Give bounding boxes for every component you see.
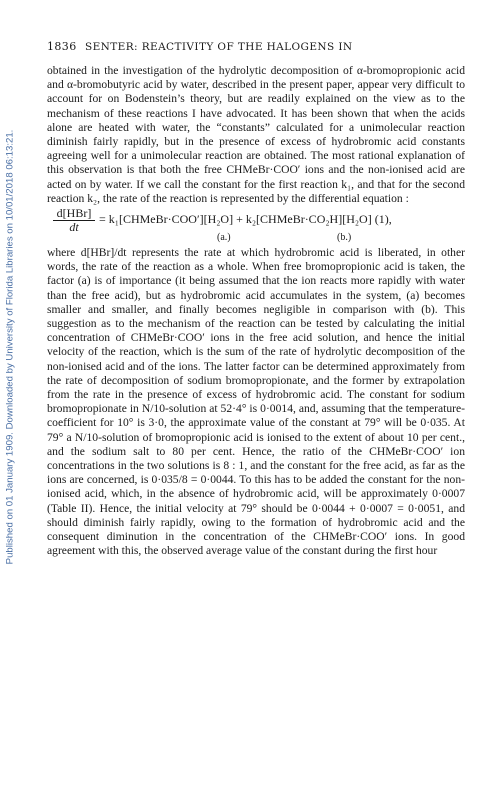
page-number: 1836 xyxy=(47,40,77,53)
running-header xyxy=(47,40,465,54)
equation-denominator: dt xyxy=(69,220,79,235)
download-watermark-text: Published on 01 January 1909. Downloaded by University of Florida Libraries on 10/01/2018 06:13:21. xyxy=(4,129,16,565)
journal-page xyxy=(47,40,465,559)
equation-label-b: (b.) xyxy=(337,232,352,244)
rate-equation xyxy=(47,206,465,246)
paragraph-2: where d[HBr]/dt represents the rate at which hydrobromic acid is liberated, in other words, the rate of the reaction as a whole. When free bromopropionic acid is taken, the factor (a) is of importance (it being assumed that the ion reacts more rapidly with water than the free acid), but as hydrobromic acid accumulates in the system, (a) becomes smaller and smaller, and finally becomes negligible in comparison with (b). This suggestion as to the mechanism of the reaction can be tested by calculating the initial concentration of CHMeBr·COO′ ions in the free acid solution, and hence the initial velocity of the reaction, which is the sum of the rate of hydrolytic decomposition of the non-ionised acid and of the ions. The latter factor can be determined approximately from the rate of decomposition of sodium bromopropionate, and the former by extrapolation from the rate in the presence of excess of hydrobromic acid. The constant for sodium bromopropionate in N/10-solution at 52·4° is 0·0014, and, assuming that the temperature-coefficient for 10° is 3·0, the approximate value of the constant at 79° will be 0·035. At 79° a N/10-solution of bromopropionic acid is ionised to the extent of about 10 per cent., and the sodium salt to 80 per cent. Hence, the ratio of the CHMeBr·COO′ ion concentrations in the two solutions is 8 : 1, and the constant for the free acid, as far as the ions are concerned, is 0·035/8 = 0·0044. To this has to be added the constant for the non-ionised acid, which, in the absence of hydrobromic acid, will be approximately 0·0007 (Table II). Hence, the initial velocity at 79° should be 0·0044 + 0·0007 = 0·0051, and should diminish fairly rapidly, owing to the formation of hydrobromic acid and the consequent diminution in the concentration of the CHMeBr·COO′ ions. In good agreement with this, the observed average value of the constant during the first hour xyxy=(47,246,465,558)
equation-label-a: (a.) xyxy=(217,232,231,244)
paragraph-1: obtained in the investigation of the hydrolytic decomposition of α-bromopropionic acid and α-bromobutyric acid by water, described in the present paper, appear very difficult to account for on Bodenstein’s theory, but are readily explained on the view as to the mechanism of these reactions I have advocated. It has been shown that when the acids alone are heated with water, the “constants” calculated for a unimolecular reaction diminish fairly rapidly, but in the presence of excess of hydrobromic acid constants agreeing well for a unimolecular reaction are obtained. The most rational explanation of this observation is that both the free CHMeBr·COO′ ions and the non-ionised acid are acted on by water. If we call the constant for the first reaction k₁, and that for the second reaction k₂, the rate of the reaction is represented by the differential equation : xyxy=(47,64,465,205)
equation-fraction xyxy=(53,206,95,234)
equation-rhs: = k₁[CHMeBr·COO′][H₂O] + k₂[CHMeBr·CO₂H][H₂O] (1), xyxy=(99,212,392,227)
running-title: SENTER: REACTIVITY OF THE HALOGENS IN xyxy=(85,41,353,53)
download-watermark xyxy=(3,52,17,642)
equation-numerator: d[HBr] xyxy=(53,206,95,221)
